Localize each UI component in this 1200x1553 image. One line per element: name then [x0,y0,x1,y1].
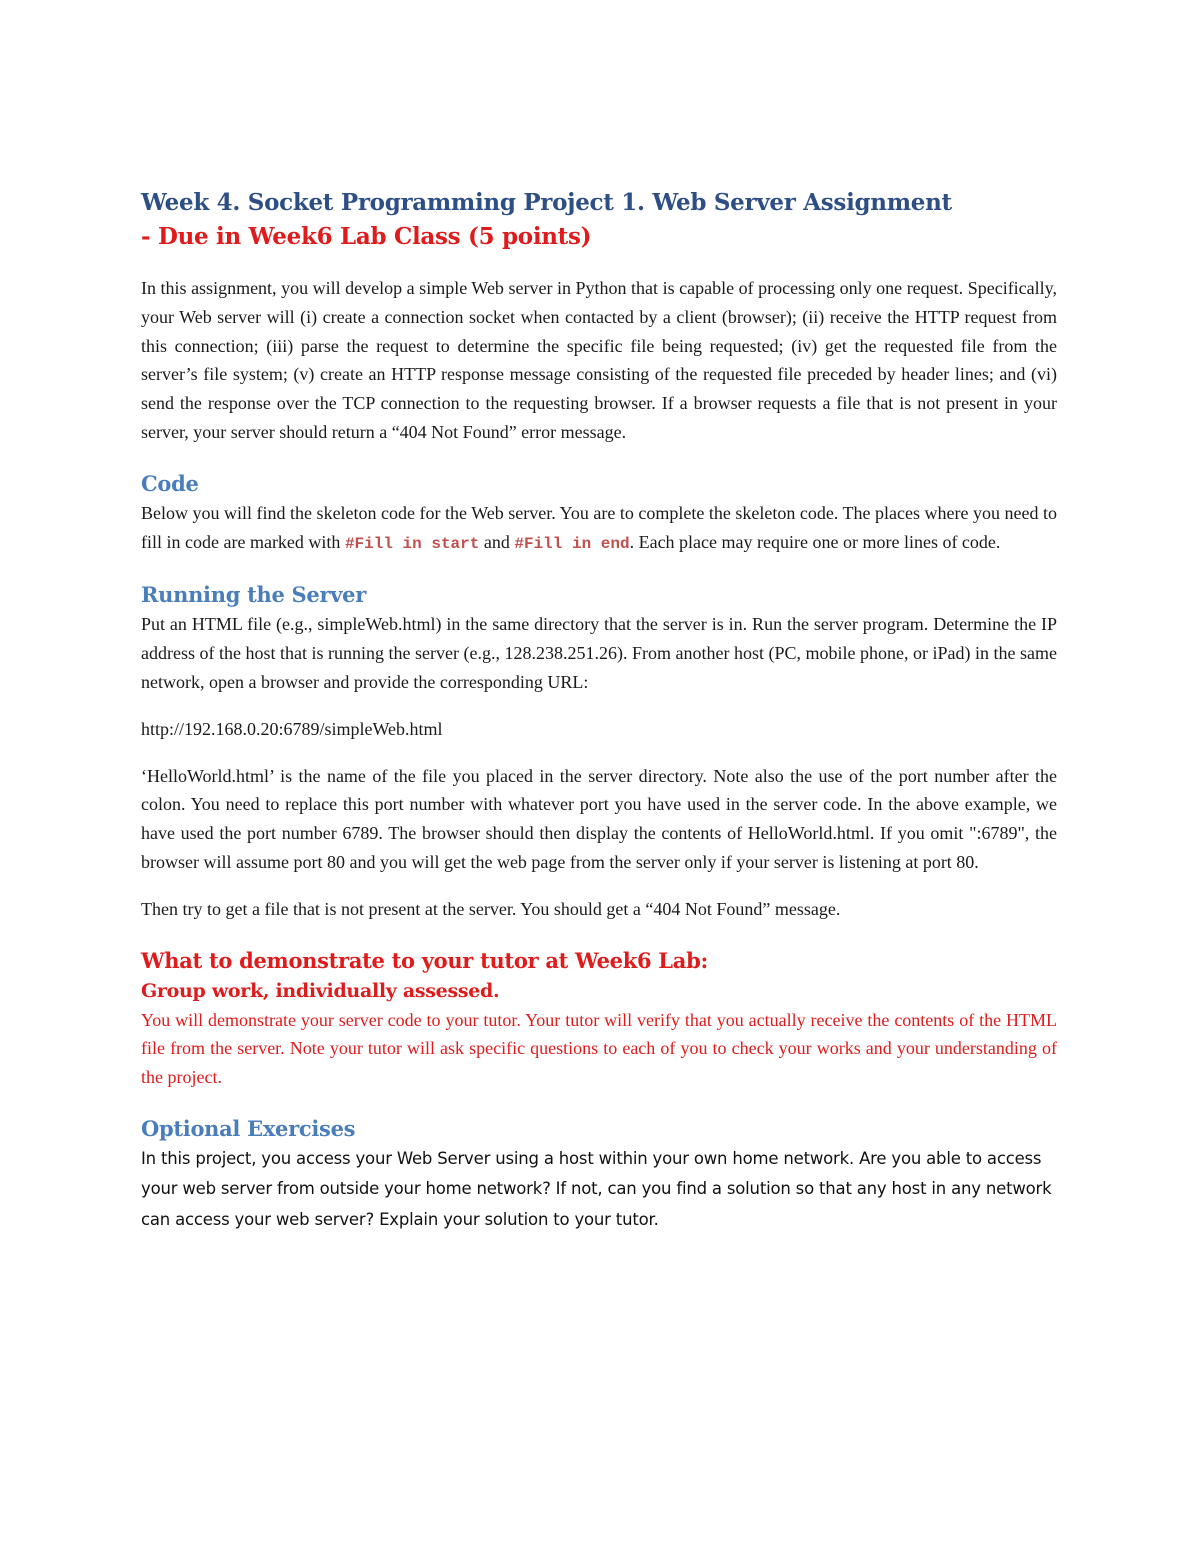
optional-section [141,1114,1057,1236]
running-paragraph-2: ‘HelloWorld.html’ is the name of the file you placed in the server directory. Note also the use of the port number after the colon. You need to replace this port number with whatever port you have used in the server code. In the above example, we have used the port number 6789. The browser should then display the contents of HelloWorld.html. If you omit ":6789", the browser will assume port 80 and you will get the web page from the server only if your server is listening at port 80. [141,765,1057,872]
document-page [141,186,1057,1235]
optional-heading: Optional Exercises [141,1115,356,1141]
optional-paragraph: In this project, you access your Web Server using a host within your own home network. Are you able to access your web server from outside your home network? If not, can you find a solution so that any host in any network can access your web server? Explain your solution to your tutor. [141,1148,1052,1229]
demonstrate-heading: What to demonstrate to your tutor at Week6 Lab: [141,947,708,973]
running-paragraph-1: Put an HTML file (e.g., simpleWeb.html) in the same directory that the server is in. Run the server program. Determine the IP address of the host that is running the server (e.g., 128.238.251.26). From another host (PC, mobile phone, or iPad) in the same network, open a browser and provide the corresponding URL: [141,614,1057,692]
example-url: http://192.168.0.20:6789/simpleWeb.html [141,718,443,739]
code-heading: Code [141,470,199,496]
intro-paragraph: In this assignment, you will develop a simple Web server in Python that is capable of processing only one request. Specifically, your Web server will (i) create a connection socket when contacted by a client (browser); (ii) receive the HTTP request from this connection; (iii) parse the request to determine the specific file being requested; (iv) get the requested file from the server’s file system; (v) create an HTTP response message consisting of the requested file preceded by header lines; and (vi) send the response over the TCP connection to the requesting browser. If a browser requests a file that is not present in your server, your server should return a “404 Not Found” error message. [141,278,1057,442]
title-line-main: Week 4. Socket Programming Project 1. Web Server Assignment [141,189,952,216]
code-text-and: and [479,531,515,552]
code-text-after: . Each place may require one or more lines of code. [629,531,1001,552]
code-text-before: Below you will find the skeleton code for the Web server. You are to complete the skeleton code. The places where you need to fill in code are marked with [141,502,1057,552]
running-paragraph-3: Then try to get a file that is not present at the server. You should get a “404 Not Found” message. [141,898,841,919]
fill-in-start-marker: #Fill in start [344,534,480,553]
code-paragraph [141,499,1057,559]
demonstrate-subheading: Group work, individually assessed. [141,979,500,1002]
code-section [141,469,1057,559]
demonstrate-section [141,946,1057,1092]
fill-in-end-marker: #Fill in end [514,534,630,553]
running-section [141,580,1057,923]
running-heading: Running the Server [141,582,366,608]
document-title [141,186,1057,254]
title-line-due: - Due in Week6 Lab Class (5 points) [141,223,592,250]
demonstrate-paragraph: You will demonstrate your server code to your tutor. Your tutor will verify that you actually receive the contents of the HTML file from the server. Note your tutor will ask specific questions to each of you to check your works and your understanding of the project. [141,1009,1057,1088]
